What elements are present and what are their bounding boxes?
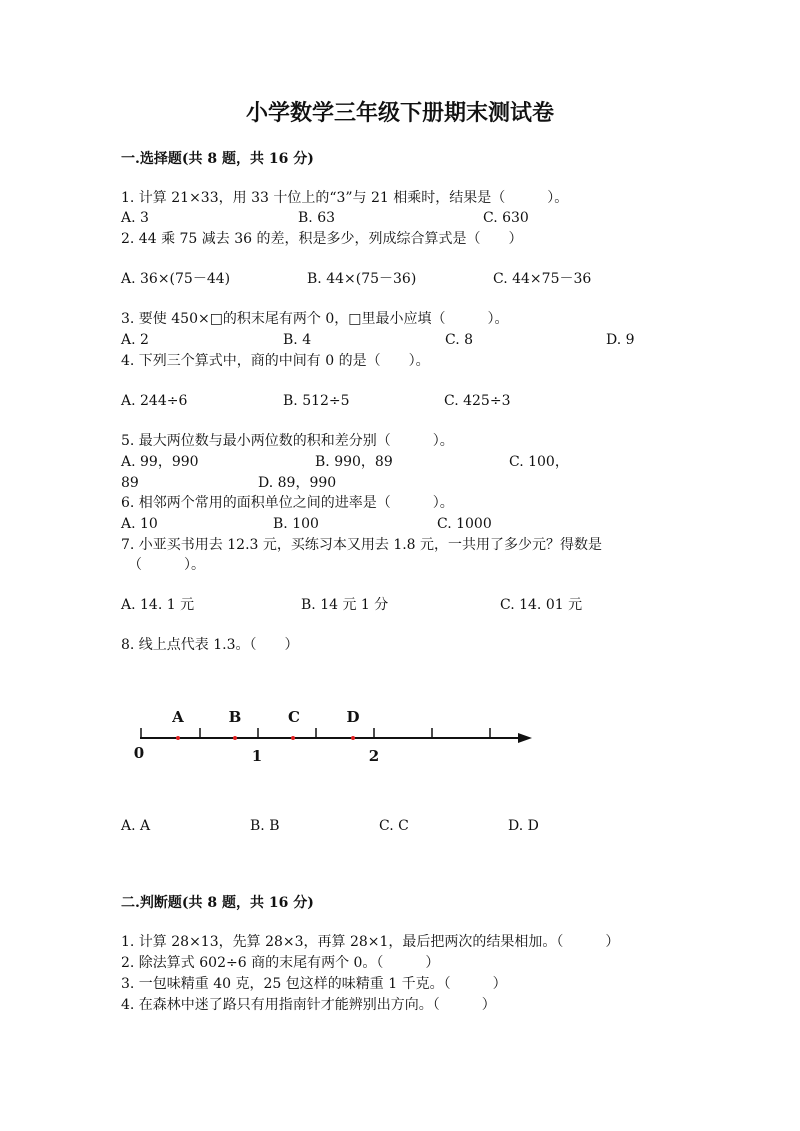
question-6-option-a: A. 10: [121, 516, 158, 532]
number-line-figure: [120, 695, 550, 775]
tick-label-1: 1: [251, 747, 263, 765]
question-8-option-c: C. C: [379, 818, 409, 834]
question-3-option-d: D. 9: [606, 332, 635, 348]
section-heading-judgement: 二.判断题(共 8 题，共 16 分): [121, 895, 314, 911]
question-6-stem: 6. 相邻两个常用的面积单位之间的进率是（ ）。: [121, 495, 454, 511]
number-line-arrow: [518, 733, 532, 743]
question-7-option-c: C. 14. 01 元: [500, 597, 583, 613]
page-title: 小学数学三年级下册期末测试卷: [245, 100, 554, 126]
question-6-option-b: B. 100: [273, 516, 319, 532]
section-heading-choice: 一.选择题(共 8 题，共 16 分): [121, 151, 314, 167]
judgement-item-1: 1. 计算 28×13，先算 28×3，再算 28×1，最后把两次的结果相加。（ ）: [121, 934, 620, 950]
question-8-option-d: D. D: [508, 818, 539, 834]
point-c-marker: [291, 736, 295, 740]
tick-label-0: 0: [133, 744, 145, 762]
question-8-option-b: B. B: [250, 818, 280, 834]
point-a-label: A: [172, 708, 184, 726]
question-7-stem: 7. 小亚买书用去 12.3 元，买练习本又用去 1.8 元，一共用了多少元？得数是: [121, 537, 603, 553]
question-2-option-c: C. 44×75－36: [493, 271, 592, 287]
question-8-option-a: A. A: [121, 818, 151, 834]
question-7-option-b: B. 14 元 1 分: [301, 597, 389, 613]
point-b-marker: [233, 736, 237, 740]
question-3-stem: 3. 要使 450×□的积末尾有两个 0，□里最小应填（ ）。: [121, 311, 509, 327]
question-7-option-a: A. 14. 1 元: [121, 597, 195, 613]
question-7-stem-cont: （ ）。: [128, 557, 205, 573]
question-5-option-a: A. 99，990: [121, 454, 199, 470]
judgement-item-2: 2. 除法算式 602÷6 商的末尾有两个 0。（ ）: [121, 955, 440, 971]
question-4-option-a: A. 244÷6: [121, 393, 188, 409]
judgement-item-4: 4. 在森林中迷了路只有用指南针才能辨别出方向。（ ）: [121, 997, 496, 1013]
question-5-option-c: C. 100，: [509, 454, 569, 470]
number-line-ticks: [141, 728, 490, 738]
point-b-label: B: [228, 708, 242, 726]
question-3-option-a: A. 2: [121, 332, 149, 348]
question-5-option-d: D. 89，990: [258, 475, 337, 491]
point-a-marker: [176, 736, 180, 740]
question-1-stem: 1. 计算 21×33，用 33 十位上的“3”与 21 相乘时，结果是（ ）。: [121, 190, 569, 206]
point-d-label: D: [346, 708, 360, 726]
tick-label-2: 2: [368, 747, 380, 765]
question-4-option-b: B. 512÷5: [283, 393, 350, 409]
question-5-option-b: B. 990，89: [315, 454, 393, 470]
question-5-option-c-cont: 89: [121, 475, 139, 491]
question-5-stem: 5. 最大两位数与最小两位数的积和差分别（ ）。: [121, 433, 454, 449]
question-3-option-c: C. 8: [445, 332, 474, 348]
point-d-marker: [351, 736, 355, 740]
point-c-label: C: [288, 708, 300, 726]
question-2-option-a: A. 36×(75－44): [121, 271, 231, 287]
question-4-stem: 4. 下列三个算式中，商的中间有 0 的是（ ）。: [121, 353, 430, 369]
question-3-option-b: B. 4: [283, 332, 312, 348]
question-6-option-c: C. 1000: [437, 516, 492, 532]
question-8-stem: 8. 线上点代表 1.3。（ ）: [121, 637, 299, 653]
question-4-option-c: C. 425÷3: [444, 393, 511, 409]
question-1-option-a: A. 3: [121, 210, 149, 226]
judgement-item-3: 3. 一包味精重 40 克，25 包这样的味精重 1 千克。（ ）: [121, 976, 507, 992]
question-2-stem: 2. 44 乘 75 减去 36 的差，积是多少，列成综合算式是（ ）: [121, 231, 523, 247]
question-2-option-b: B. 44×(75－36): [307, 271, 417, 287]
question-1-option-c: C. 630: [483, 210, 529, 226]
question-1-option-b: B. 63: [298, 210, 336, 226]
